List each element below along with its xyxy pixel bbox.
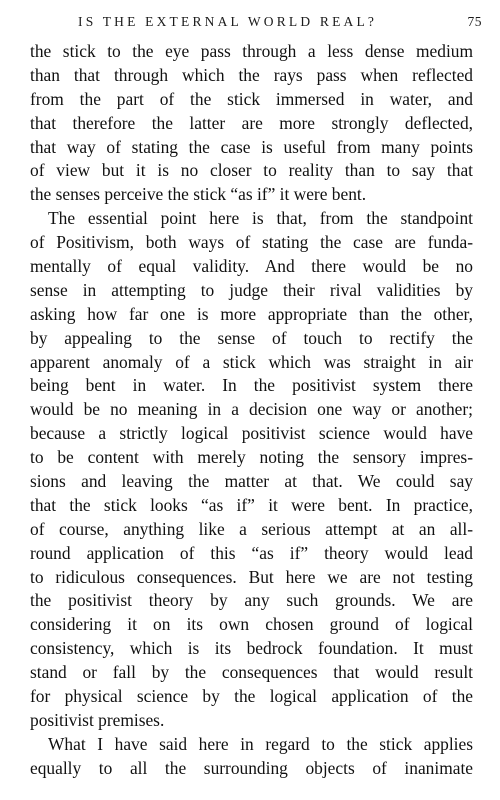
text-line: What I have said here in regard to the stick applies (48, 733, 473, 754)
text-line: being bent in water. In the positivist system there (30, 375, 473, 396)
text-line: that the stick looks “as if” it were bent. In practice, (30, 494, 473, 515)
text-line: because a strictly logical positivist science would have (30, 423, 473, 444)
text-line: to ridiculous consequences. But here we are not testing (30, 566, 473, 587)
text-line: than that through which the rays pass when reflected (30, 64, 473, 85)
text-line: of view but it is no closer to reality than to say that (30, 160, 473, 181)
text-line: mentally of equal validity. And there would be no (30, 256, 473, 277)
text-line: that way of stating the case is useful from many points (30, 136, 473, 157)
text-line: sions and leaving the matter at that. We could say (30, 471, 473, 492)
text-line: equally to all the surrounding objects of inanimate (30, 757, 473, 778)
text-line: considering it on its own chosen ground of logical (30, 614, 473, 635)
running-title: IS THE EXTERNAL WORLD REAL? (78, 14, 378, 29)
text-line: apparent anomaly of a stick which was straight in air (30, 351, 473, 372)
text-line: to be content with merely noting the sensory impres- (30, 447, 473, 468)
text-line: for physical science by the logical application of the (30, 686, 473, 707)
text-line: by appealing to the sense of touch to rectify the (30, 327, 473, 348)
text-line: consistency, which is its bedrock foundation. It must (30, 638, 473, 659)
text-line: stand or fall by the consequences that would result (30, 662, 473, 683)
page-number: 75 (467, 14, 482, 29)
text-line: the senses perceive the stick “as if” it were bent. (30, 184, 367, 205)
text-line: of Positivism, both ways of stating the case are funda- (30, 232, 473, 253)
text-line: round application of this “as if” theory would lead (30, 542, 473, 563)
running-head (34, 14, 482, 36)
text-line: would be no meaning in a decision one way or another; (30, 399, 473, 420)
text-line: from the part of the stick immersed in water, and (30, 88, 473, 109)
text-line: the stick to the eye pass through a less dense medium (30, 41, 473, 61)
text-line: of course, anything like a serious attempt at an all- (30, 518, 473, 539)
text-line: The essential point here is that, from the standpoint (48, 208, 473, 229)
text-line: that therefore the latter are more strongly deflected, (30, 112, 473, 133)
text-line: sense in attempting to judge their rival validities by (30, 279, 473, 300)
body-text (30, 40, 473, 781)
text-line: positivist premises. (30, 709, 165, 730)
text-line: asking how far one is more appropriate than the other, (30, 303, 473, 324)
text-line: the positivist theory by any such grounds. We are (30, 590, 473, 611)
